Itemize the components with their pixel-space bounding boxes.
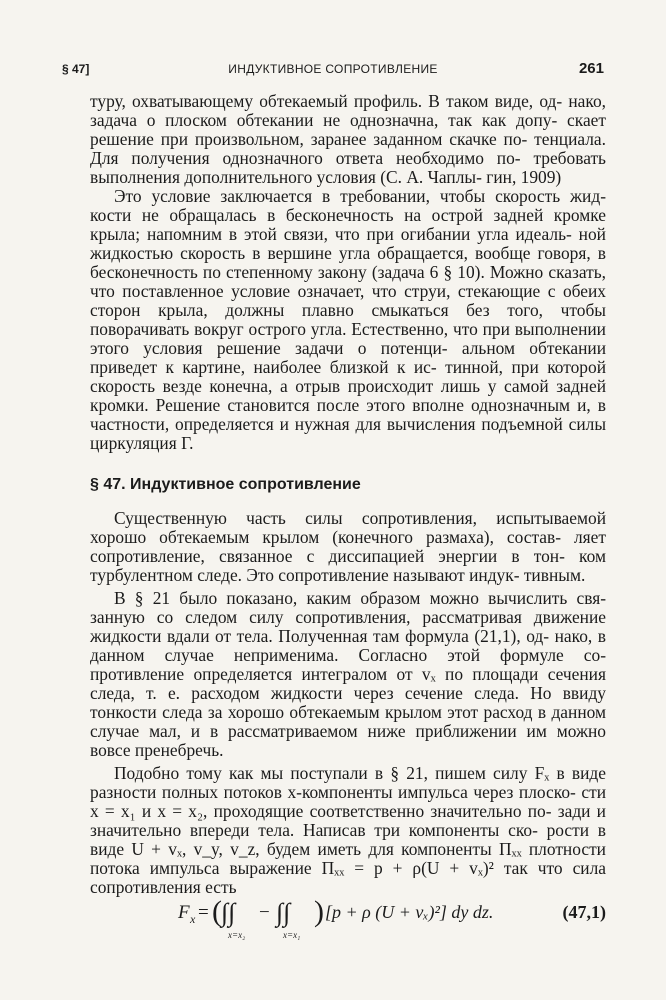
paragraph-chaplygin-condition: Это условие заключается в требовании, чтобы скорость жид- кости не обращалась в бесконечность на острой задней кромке крыла; напомним в этой связи, что при огибании угла идеаль- ной жидкостью скорость в вершине угла обращается, вообще говоря, в бесконечность по степенному закону (задача 6 § 10). Можно сказать, что поставленное условие означает, что струи, стекающие с обеих сторон крыла, должны плавно смыкаться без того, чтобы поворачивать вокруг острого угла. Естественно, что при выполнении этого условия решение задачи о потенци- альном обтекании приведет к картине, наиболее близкой к ис- тинной, при которой скорость везде конечна, а отрыв происходит лишь у самой задней кромки. Решение становится после этого вполне однозначным и, в частности, определяется и нужная для вычисления подъемной силы циркуляция Г.	[90, 186, 606, 453]
eq-integrand: [p + ρ (U + vₓ)²] dy dz.	[325, 902, 494, 922]
eq-right-paren: )	[314, 895, 324, 928]
equation-svg	[90, 892, 606, 942]
eq-integral-2: ∫∫	[276, 898, 291, 927]
running-header	[62, 60, 604, 80]
eq-equals: =	[198, 902, 209, 923]
paragraph-section21-reference: В § 21 было показано, каким образом можно вычислить свя- занную со следом силу сопротивления, рассматривая движение жидкости вдали от тела. Полученная там формула (21,1), од- нако, в данном случае неприменима. Согласно этой формуле со- противление определяется интегралом от vₓ по площади сечения следа, т. е. расходом жидкости через сечение следа. Но ввиду тонкости следа за хорошо обтекаемым крылом этот расход в данном случае мал, и в рассматриваемом ниже приближении им можно вовсе пренебречь.	[90, 588, 606, 760]
eq-limit-2: x=x₁	[283, 930, 301, 940]
equation-47-1	[90, 892, 606, 942]
eq-number: (47,1)	[562, 902, 606, 922]
paragraph-induced-drag-intro: Существенную часть силы сопротивления, испытываемой хорошо обтекаемым крылом (конечного размаха), состав- ляет сопротивление, связанное с диссипацией энергии в тон- ком турбулентном следе. Это сопротивление называют индук- тивным.	[90, 508, 606, 585]
page-body	[90, 92, 606, 897]
eq-integral-1: ∫∫	[221, 898, 236, 927]
header-section-ref: § 47]	[62, 62, 90, 76]
eq-minus: −	[259, 902, 270, 923]
eq-limit-1: x=x₂	[228, 930, 246, 940]
eq-lhs: F	[178, 902, 190, 923]
eq-lhs-subscript: x	[190, 912, 196, 926]
page-number: 261	[578, 60, 604, 77]
eq-left-paren: (	[212, 895, 222, 928]
paragraph-momentum-flux: Подобно тому как мы поступали в § 21, пишем силу Fₓ в виде разности полных потоков x-компоненты импульса через плоско- сти x = x₁ и x = x₂, проходящие соответственно значительно по- зади и значительно впереди тела. Написав три компоненты ско- рости в виде U + vₓ, v_y, v_z, будем иметь для компоненты Πₓₓ плотности потока импульса выражение Πₓₓ = p + ρ(U + vₓ)² так что сила сопротивления есть	[90, 763, 606, 897]
section-heading: § 47. Индуктивное сопротивление	[90, 476, 361, 493]
paragraph-continuation: туру, охватывающему обтекаемый профиль. В таком виде, од- нако, задача о плоском обтекании не однозначна, так как допу- скает решение при произвольном, заранее заданном скачке по- тенциала. Для получения однозначного ответа необходимо по- требовать выполнения дополнительного условия (С. А. Чаплы- гин, 1909)	[90, 91, 606, 187]
header-chapter-title: ИНДУКТИВНОЕ СОПРОТИВЛЕНИЕ	[228, 62, 438, 76]
